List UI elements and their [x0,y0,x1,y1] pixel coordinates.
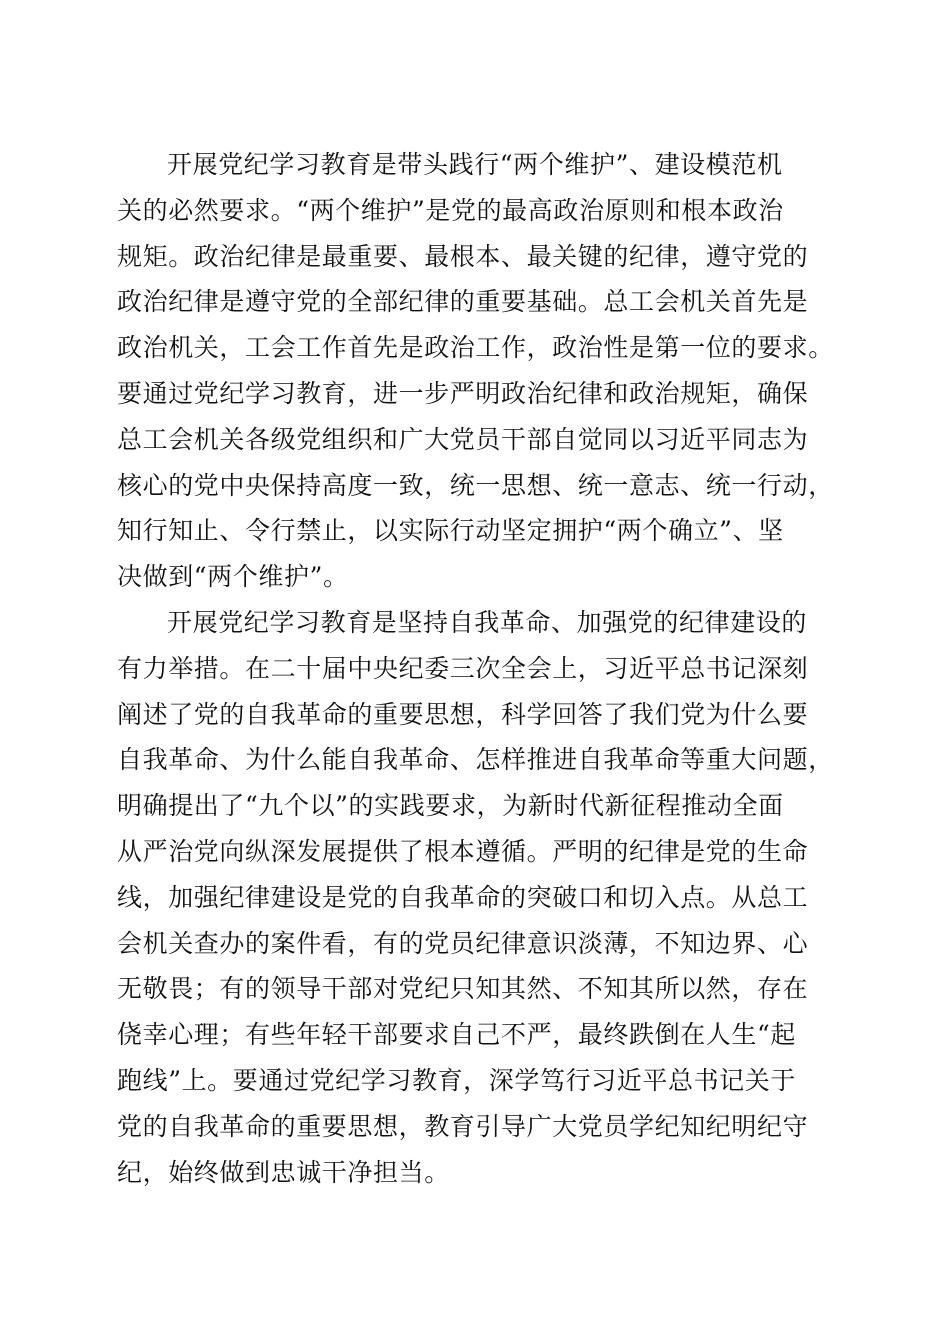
paragraph-2-line-11: 跑线”上。要通过党纪学习教育，深学笃行习近平总书记关于 [117,1065,796,1095]
paragraph-1-line-3: 规矩。政治纪律是最重要、最根本、最关键的纪律，遵守党的 [117,241,809,271]
paragraph-2-line-8: 会机关查办的案件看，有的党员纪律意识淡薄，不知边界、心 [117,928,809,958]
paragraph-2-line-6: 从严治党向纵深发展提供了根本遵循。严明的纪律是党的生命 [117,836,809,866]
paragraph-2-line-1: 开展党纪学习教育是坚持自我革命、加强党的纪律建设的 [167,607,808,637]
paragraph-1-line-4: 政治纪律是遵守党的全部纪律的重要基础。总工会机关首先是 [117,287,809,317]
paragraph-2-line-4: 自我革命、为什么能自我革命、怎样推进自我革命等重大问题， [117,745,834,775]
paragraph-2-line-5: 明确提出了“九个以”的实践要求，为新时代新征程推动全面 [117,791,784,821]
paragraph-2-line-12: 党的自我革命的重要思想，教育引导广大党员学纪知纪明纪守 [117,1111,809,1141]
paragraph-1-line-8: 核心的党中央保持高度一致，统一思想、统一意志、统一行动， [117,470,834,500]
paragraph-2-line-10: 侥幸心理；有些年轻干部要求自己不严，最终跌倒在人生“起 [117,1020,796,1050]
paragraph-2-line-9: 无敬畏；有的领导干部对党纪只知其然、不知其所以然，存在 [117,974,809,1004]
paragraph-2-line-2: 有力举措。在二十届中央纪委三次全会上，习近平总书记深刻 [117,653,809,683]
paragraph-1-line-1: 开展党纪学习教育是带头践行“两个维护”、建设模范机 [167,150,783,179]
paragraph-2-line-3: 阐述了党的自我革命的重要思想，科学回答了我们党为什么要 [117,699,809,729]
paragraph-1-line-9: 知行知止、令行禁止，以实际行动坚定拥护“两个确立”、坚 [117,516,784,546]
paragraph-1-line-5: 政治机关，工会工作首先是政治工作，政治性是第一位的要求。 [117,333,834,363]
paragraph-2-line-13: 纪，始终做到忠诚干净担当。 [117,1157,450,1187]
paragraph-1-line-6: 要通过党纪学习教育，进一步严明政治纪律和政治规矩，确保 [117,378,809,408]
paragraph-1-line-7: 总工会机关各级党组织和广大党员干部自觉同以习近平同志为 [117,424,809,454]
document-body [117,142,833,1195]
paragraph-1-line-2: 关的必然要求。“两个维护”是党的最高政治原则和根本政治 [117,195,784,225]
paragraph-2-line-7: 线，加强纪律建设是党的自我革命的突破口和切入点。从总工 [117,882,809,912]
paragraph-1-line-10: 决做到“两个维护”。 [117,562,349,592]
